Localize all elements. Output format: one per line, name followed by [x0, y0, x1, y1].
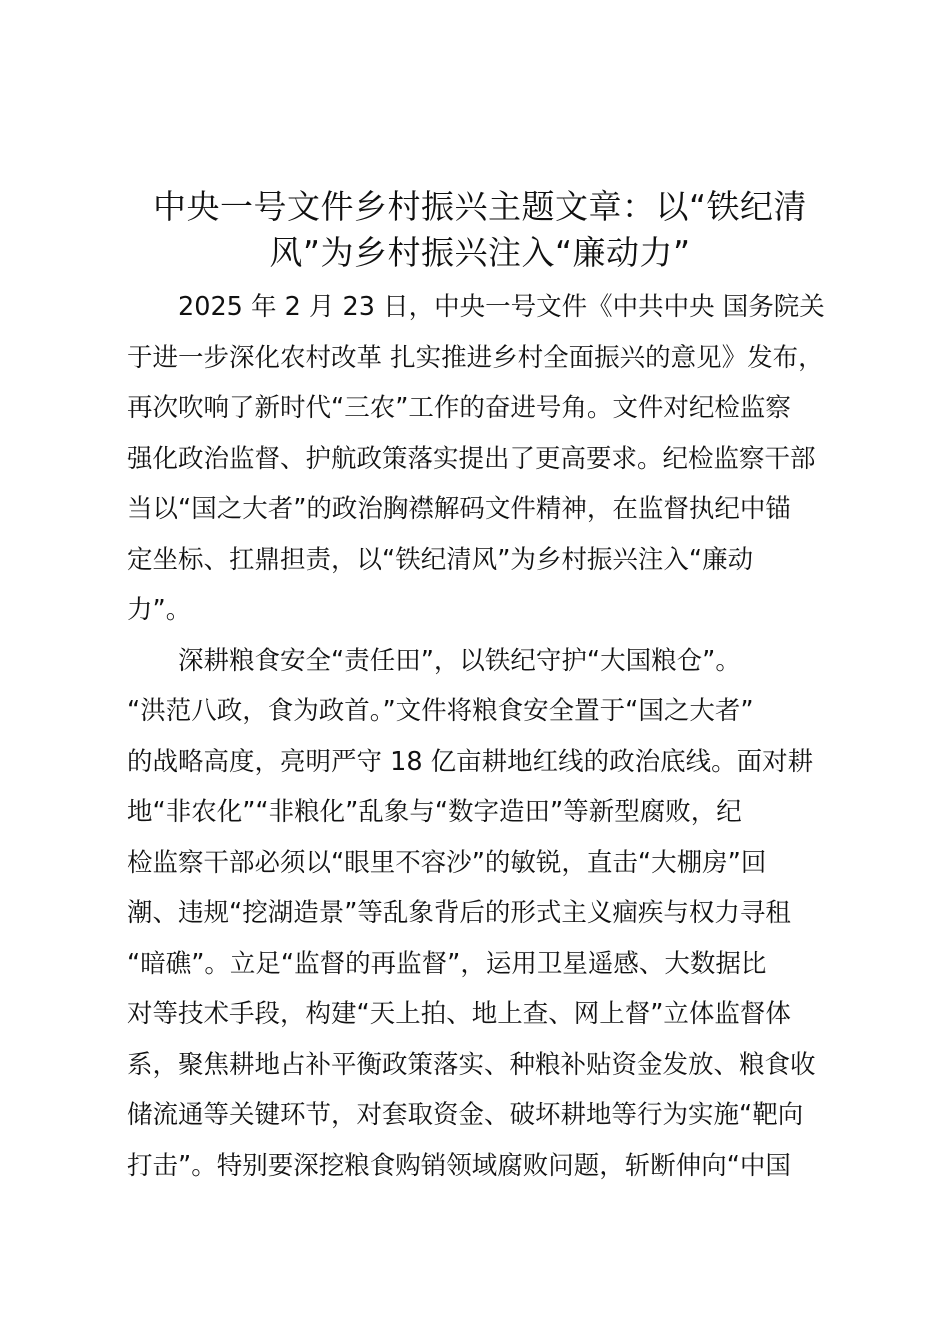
paragraph-line: “洪范八政，食为政首。”文件将粮食安全置于“国之大者” [127, 696, 754, 726]
paragraph-1 [127, 282, 837, 636]
document-title [120, 184, 840, 276]
paragraph-line: 2025 年 2 月 23 日，中央一号文件《中共中央 国务院关 [178, 292, 825, 322]
paragraph-line: 定坐标、扛鼎担责，以“铁纪清风”为乡村振兴注入“廉动 [127, 544, 754, 575]
paragraph-line: 地“非农化”“非粮化”乱象与“数字造田”等新型腐败，纪 [127, 797, 742, 827]
paragraph-line: 的战略高度，亮明严守 18 亿亩耕地红线的政治底线。面对耕 [127, 746, 814, 777]
paragraph-line: 当以“国之大者”的政治胸襟解码文件精神，在监督执纪中锚 [127, 494, 791, 524]
paragraph-line: 对等技术手段，构建“天上拍、地上查、网上督”立体监督体 [127, 999, 791, 1029]
paragraph-line: 再次吹响了新时代“三农”工作的奋进号角。文件对纪检监察 [127, 393, 791, 423]
paragraph-line: 深耕粮食安全“责任田”，以铁纪守护“大国粮仓”。 [178, 645, 741, 676]
paragraph-line: “暗礁”。立足“监督的再监督”，运用卫星遥感、大数据比 [127, 948, 767, 979]
paragraph-line: 力”。 [127, 595, 192, 625]
paragraph-line: 强化政治监督、护航政策落实提出了更高要求。纪检监察干部 [127, 443, 816, 474]
paragraph-line: 潮、违规“挖湖造景”等乱象背后的形式主义痼疾与权力寻租 [127, 898, 791, 928]
paragraph-line: 于进一步深化农村改革 扎实推进乡村全面振兴的意见》发布， [127, 342, 824, 373]
paragraph-line: 检监察干部必须以“眼里不容沙”的敏锐，直击“大棚房”回 [127, 847, 767, 878]
document-body [127, 282, 837, 1191]
title-line-2: 风”为乡村振兴注入“廉动力” [269, 233, 691, 272]
paragraph-line: 打击”。特别要深挖粮食购销领域腐败问题，斩断伸向“中国 [127, 1150, 791, 1181]
paragraph-line: 储流通等关键环节，对套取资金、破坏耕地等行为实施“靶向 [127, 1100, 804, 1130]
paragraph-line: 系，聚焦耕地占补平衡政策落实、种粮补贴资金发放、粮食收 [127, 1049, 816, 1080]
title-line-1: 中央一号文件乡村振兴主题文章：以“铁纪清 [152, 187, 808, 226]
paragraph-2 [127, 636, 837, 1192]
